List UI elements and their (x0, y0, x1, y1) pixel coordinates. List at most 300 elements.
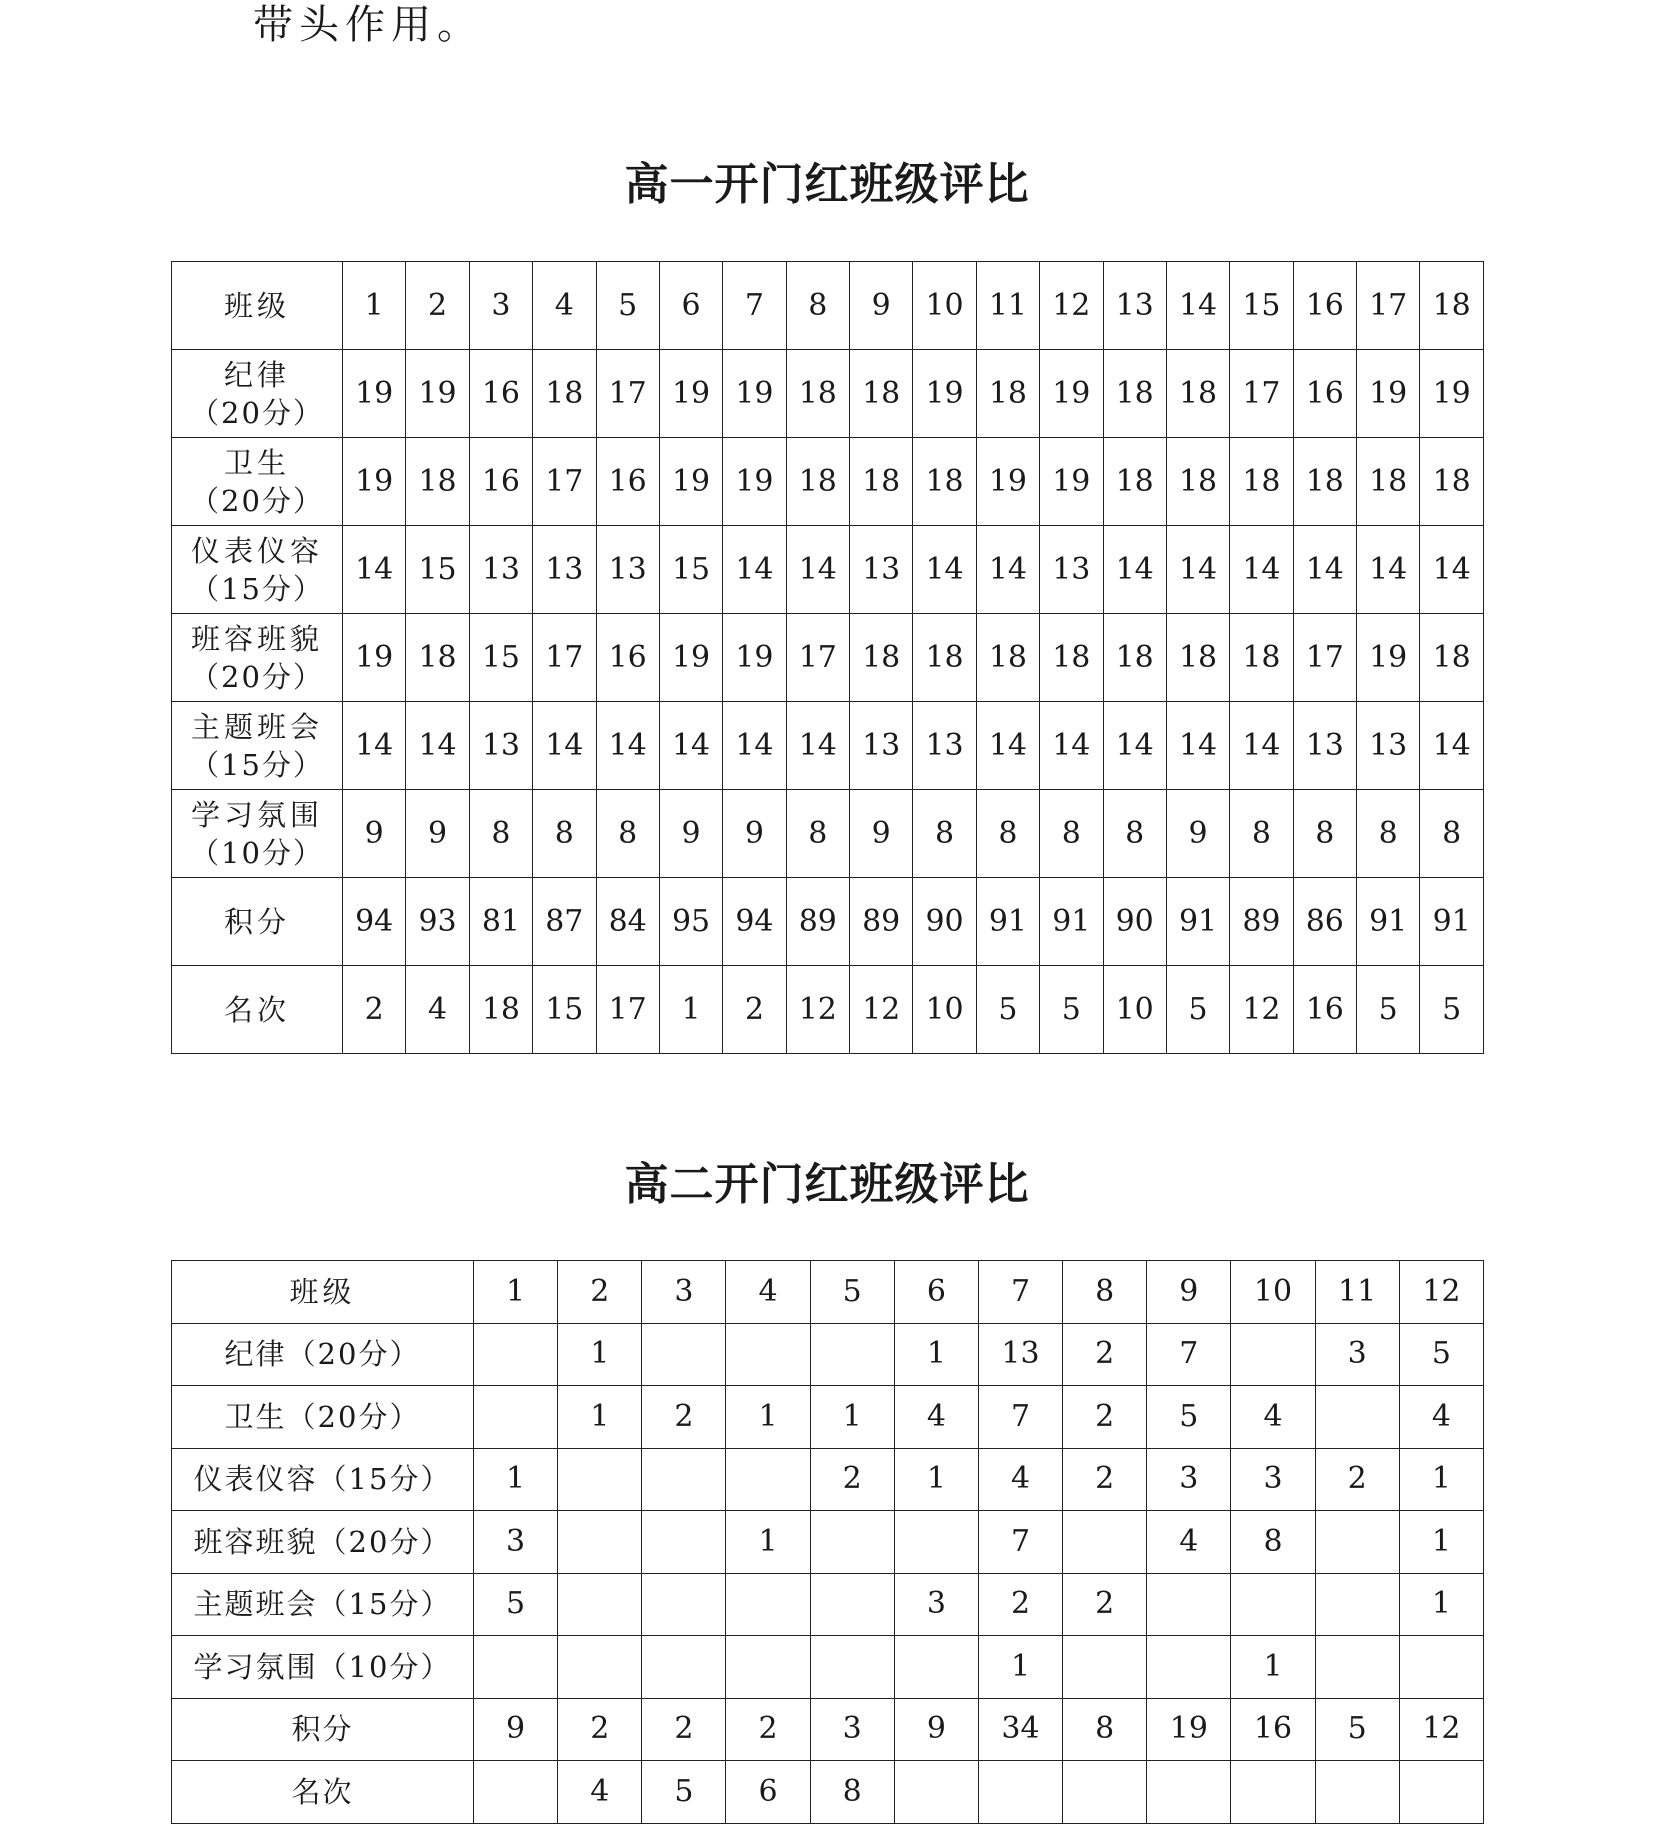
class-number: 3 (469, 262, 532, 350)
score-cell: 14 (406, 702, 469, 790)
score-cell: 19 (976, 438, 1039, 526)
row-label (172, 790, 343, 878)
score-cell: 5 (642, 1761, 726, 1824)
score-cell: 9 (343, 790, 406, 878)
score-cell: 18 (976, 350, 1039, 438)
score-cell: 18 (1230, 614, 1293, 702)
row-label-max-score: （20分） (190, 395, 324, 430)
class-number: 10 (1231, 1261, 1315, 1324)
score-cell (1231, 1573, 1315, 1636)
class-number: 15 (1230, 262, 1293, 350)
score-cell: 8 (1420, 790, 1484, 878)
header-label: 班级 (172, 262, 343, 350)
class-number: 7 (978, 1261, 1062, 1324)
score-cell: 18 (1166, 350, 1229, 438)
score-cell: 4 (1147, 1511, 1231, 1574)
score-cell: 18 (850, 350, 913, 438)
row-label-name: 仪表仪容 (190, 533, 323, 568)
class-number: 9 (850, 262, 913, 350)
row-label: 名次 (172, 1761, 474, 1824)
score-cell: 8 (1063, 1698, 1147, 1761)
score-cell: 2 (558, 1698, 642, 1761)
score-cell: 19 (659, 438, 722, 526)
table-row (172, 878, 1484, 966)
score-cell: 12 (850, 966, 913, 1054)
row-label: 主题班会（15分） (172, 1573, 474, 1636)
score-cell: 10 (913, 966, 976, 1054)
score-cell: 7 (1147, 1323, 1231, 1386)
class-number: 14 (1166, 262, 1229, 350)
score-cell: 19 (406, 350, 469, 438)
score-cell: 18 (786, 438, 849, 526)
score-cell: 3 (1147, 1448, 1231, 1511)
score-cell: 13 (1293, 702, 1356, 790)
class-number: 9 (1147, 1261, 1231, 1324)
score-cell: 9 (474, 1698, 558, 1761)
grade1-table (171, 261, 1484, 1054)
class-number: 3 (642, 1261, 726, 1324)
score-cell: 89 (786, 878, 849, 966)
score-cell (1315, 1511, 1399, 1574)
class-number: 16 (1293, 262, 1356, 350)
table-row (172, 1761, 1484, 1824)
score-cell (642, 1636, 726, 1699)
score-cell: 91 (976, 878, 1039, 966)
score-cell: 9 (850, 790, 913, 878)
score-cell (642, 1573, 726, 1636)
score-cell: 2 (723, 966, 786, 1054)
table-row (172, 1511, 1484, 1574)
score-cell: 19 (343, 438, 406, 526)
score-cell: 12 (1230, 966, 1293, 1054)
score-cell (810, 1323, 894, 1386)
score-cell: 19 (1040, 350, 1103, 438)
score-cell: 14 (786, 702, 849, 790)
score-cell: 2 (810, 1448, 894, 1511)
score-cell: 9 (406, 790, 469, 878)
score-cell (1147, 1761, 1231, 1824)
row-label (172, 350, 343, 438)
score-cell: 8 (469, 790, 532, 878)
row-label-max-score: （10分） (190, 835, 324, 870)
score-cell (558, 1573, 642, 1636)
score-cell (1315, 1386, 1399, 1449)
row-label: 积分 (172, 1698, 474, 1761)
score-cell: 9 (659, 790, 722, 878)
score-cell: 4 (406, 966, 469, 1054)
score-cell: 17 (786, 614, 849, 702)
score-cell (474, 1761, 558, 1824)
score-cell: 6 (726, 1761, 810, 1824)
score-cell (1231, 1323, 1315, 1386)
grade1-title: 高一开门红班级评比 (624, 159, 1030, 210)
score-cell: 14 (723, 702, 786, 790)
score-cell: 13 (978, 1323, 1062, 1386)
score-cell: 12 (1399, 1698, 1483, 1761)
score-cell: 19 (1420, 350, 1484, 438)
score-cell (1399, 1761, 1483, 1824)
score-cell: 15 (469, 614, 532, 702)
score-cell: 8 (1231, 1511, 1315, 1574)
class-number: 8 (1063, 1261, 1147, 1324)
row-label: 卫生（20分） (172, 1386, 474, 1449)
class-number: 5 (596, 262, 659, 350)
score-cell: 94 (723, 878, 786, 966)
score-cell: 13 (1357, 702, 1420, 790)
score-cell: 12 (786, 966, 849, 1054)
score-cell: 4 (894, 1386, 978, 1449)
score-cell: 19 (1147, 1698, 1231, 1761)
score-cell: 1 (1399, 1511, 1483, 1574)
table-row (172, 350, 1484, 438)
score-cell: 18 (913, 614, 976, 702)
score-cell (726, 1636, 810, 1699)
score-cell: 18 (1040, 614, 1103, 702)
score-cell (558, 1636, 642, 1699)
score-cell (1231, 1761, 1315, 1824)
score-cell: 16 (1293, 966, 1356, 1054)
score-cell: 2 (343, 966, 406, 1054)
score-cell: 18 (1103, 438, 1166, 526)
score-cell: 14 (976, 526, 1039, 614)
score-cell: 14 (343, 702, 406, 790)
row-label: 纪律（20分） (172, 1323, 474, 1386)
table-row (172, 1448, 1484, 1511)
score-cell: 17 (1230, 350, 1293, 438)
score-cell: 19 (343, 614, 406, 702)
score-cell: 89 (1230, 878, 1293, 966)
score-cell: 10 (1103, 966, 1166, 1054)
score-cell: 13 (850, 526, 913, 614)
score-cell: 1 (1231, 1636, 1315, 1699)
row-label (172, 966, 343, 1054)
table-row (172, 790, 1484, 878)
score-cell (726, 1323, 810, 1386)
score-cell: 2 (726, 1698, 810, 1761)
class-number: 2 (406, 262, 469, 350)
class-number: 1 (343, 262, 406, 350)
score-cell: 9 (894, 1698, 978, 1761)
score-cell: 14 (596, 702, 659, 790)
score-cell: 2 (1063, 1448, 1147, 1511)
grade2-table (171, 1260, 1484, 1824)
score-cell (642, 1323, 726, 1386)
table-row (172, 1636, 1484, 1699)
score-cell: 9 (1166, 790, 1229, 878)
score-cell: 16 (469, 350, 532, 438)
score-cell: 2 (1315, 1448, 1399, 1511)
score-cell: 1 (894, 1323, 978, 1386)
score-cell: 17 (533, 438, 596, 526)
score-cell (726, 1448, 810, 1511)
score-cell: 3 (894, 1573, 978, 1636)
class-number: 4 (726, 1261, 810, 1324)
class-number: 6 (894, 1261, 978, 1324)
score-cell: 1 (726, 1511, 810, 1574)
score-cell: 13 (913, 702, 976, 790)
table-row (172, 1698, 1484, 1761)
score-cell: 1 (978, 1636, 1062, 1699)
score-cell: 91 (1166, 878, 1229, 966)
score-cell: 19 (723, 350, 786, 438)
score-cell: 16 (469, 438, 532, 526)
score-cell: 1 (810, 1386, 894, 1449)
score-cell: 19 (659, 614, 722, 702)
row-label-name: 班容班貌 (190, 621, 323, 656)
score-cell: 13 (533, 526, 596, 614)
score-cell: 14 (723, 526, 786, 614)
score-cell: 1 (558, 1323, 642, 1386)
row-label-max-score: （20分） (190, 483, 324, 518)
score-cell: 19 (1357, 614, 1420, 702)
row-label-max-score: （15分） (190, 747, 324, 782)
score-cell (1147, 1573, 1231, 1636)
score-cell: 8 (1040, 790, 1103, 878)
class-number: 12 (1399, 1261, 1483, 1324)
score-cell (642, 1448, 726, 1511)
class-number: 4 (533, 262, 596, 350)
score-cell: 17 (1293, 614, 1356, 702)
score-cell: 8 (1357, 790, 1420, 878)
row-label (172, 702, 343, 790)
score-cell: 16 (1293, 350, 1356, 438)
score-cell: 7 (978, 1511, 1062, 1574)
intro-text: 带头作用。 (253, 2, 483, 48)
score-cell (1063, 1511, 1147, 1574)
score-cell: 7 (978, 1386, 1062, 1449)
score-cell: 13 (850, 702, 913, 790)
score-cell: 19 (1357, 350, 1420, 438)
score-cell (810, 1573, 894, 1636)
score-cell: 14 (913, 526, 976, 614)
row-label (172, 526, 343, 614)
score-cell: 19 (659, 350, 722, 438)
score-cell: 8 (786, 790, 849, 878)
score-cell: 5 (1166, 966, 1229, 1054)
score-cell: 15 (659, 526, 722, 614)
score-cell: 5 (1399, 1323, 1483, 1386)
score-cell: 13 (469, 702, 532, 790)
score-cell: 16 (1231, 1698, 1315, 1761)
class-number: 11 (1315, 1261, 1399, 1324)
score-cell (1147, 1636, 1231, 1699)
score-cell: 5 (1147, 1386, 1231, 1449)
score-cell: 15 (533, 966, 596, 1054)
score-cell: 94 (343, 878, 406, 966)
class-number: 12 (1040, 262, 1103, 350)
score-cell (894, 1511, 978, 1574)
score-cell: 14 (1103, 702, 1166, 790)
score-cell: 5 (976, 966, 1039, 1054)
row-label (172, 878, 343, 966)
row-label-max-score: （15分） (190, 571, 324, 606)
class-number: 2 (558, 1261, 642, 1324)
score-cell: 14 (1420, 526, 1484, 614)
score-cell: 19 (343, 350, 406, 438)
score-cell: 8 (533, 790, 596, 878)
score-cell (810, 1636, 894, 1699)
row-label-name: 积分 (223, 904, 290, 939)
row-label-name: 名次 (223, 992, 290, 1027)
score-cell (558, 1448, 642, 1511)
score-cell: 13 (1040, 526, 1103, 614)
score-cell (726, 1573, 810, 1636)
score-cell: 87 (533, 878, 596, 966)
score-cell (894, 1761, 978, 1824)
score-cell: 2 (642, 1386, 726, 1449)
score-cell: 13 (469, 526, 532, 614)
row-label-name: 卫生 (223, 445, 290, 480)
score-cell: 14 (1420, 702, 1484, 790)
score-cell: 1 (726, 1386, 810, 1449)
score-cell: 16 (596, 614, 659, 702)
score-cell: 14 (1166, 702, 1229, 790)
score-cell (474, 1323, 558, 1386)
score-cell: 8 (1293, 790, 1356, 878)
score-cell: 4 (1231, 1386, 1315, 1449)
score-cell: 2 (1063, 1573, 1147, 1636)
score-cell: 84 (596, 878, 659, 966)
score-cell: 3 (810, 1698, 894, 1761)
score-cell (1063, 1636, 1147, 1699)
score-cell: 17 (596, 966, 659, 1054)
table-row (172, 1573, 1484, 1636)
score-cell: 18 (1420, 438, 1484, 526)
score-cell: 18 (913, 438, 976, 526)
score-cell: 1 (659, 966, 722, 1054)
class-number: 6 (659, 262, 722, 350)
score-cell: 1 (894, 1448, 978, 1511)
row-label: 仪表仪容（15分） (172, 1448, 474, 1511)
score-cell: 19 (723, 614, 786, 702)
score-cell: 8 (596, 790, 659, 878)
score-cell: 18 (1166, 438, 1229, 526)
score-cell: 14 (1040, 702, 1103, 790)
score-cell: 5 (1420, 966, 1484, 1054)
score-cell: 1 (474, 1448, 558, 1511)
score-cell: 18 (533, 350, 596, 438)
score-cell: 18 (850, 614, 913, 702)
score-cell: 90 (1103, 878, 1166, 966)
score-cell: 18 (1230, 438, 1293, 526)
score-cell: 5 (1357, 966, 1420, 1054)
score-cell: 18 (850, 438, 913, 526)
class-number: 5 (810, 1261, 894, 1324)
score-cell: 95 (659, 878, 722, 966)
row-label (172, 614, 343, 702)
class-number: 7 (723, 262, 786, 350)
score-cell: 18 (1103, 614, 1166, 702)
score-cell (642, 1511, 726, 1574)
score-cell: 9 (723, 790, 786, 878)
score-cell (1399, 1636, 1483, 1699)
table-row (172, 702, 1484, 790)
score-cell: 86 (1293, 878, 1356, 966)
row-label-max-score: （20分） (190, 659, 324, 694)
score-cell: 8 (913, 790, 976, 878)
score-cell: 18 (406, 438, 469, 526)
score-cell: 15 (406, 526, 469, 614)
table-row (172, 1386, 1484, 1449)
score-cell: 14 (659, 702, 722, 790)
score-cell: 18 (1293, 438, 1356, 526)
score-cell: 3 (1315, 1323, 1399, 1386)
score-cell (810, 1511, 894, 1574)
header-row (172, 1261, 1484, 1324)
table-row (172, 438, 1484, 526)
row-label: 学习氛围（10分） (172, 1636, 474, 1699)
score-cell (978, 1761, 1062, 1824)
score-cell: 19 (1040, 438, 1103, 526)
score-cell (1315, 1761, 1399, 1824)
score-cell: 8 (1230, 790, 1293, 878)
score-cell: 14 (1230, 526, 1293, 614)
table-row (172, 966, 1484, 1054)
table-row (172, 526, 1484, 614)
row-label (172, 438, 343, 526)
score-cell: 13 (596, 526, 659, 614)
score-cell: 2 (1063, 1386, 1147, 1449)
score-cell: 8 (810, 1761, 894, 1824)
score-cell: 4 (558, 1761, 642, 1824)
score-cell: 1 (558, 1386, 642, 1449)
score-cell: 1 (1399, 1573, 1483, 1636)
grade2-title: 高二开门红班级评比 (624, 1159, 1030, 1210)
score-cell (1063, 1761, 1147, 1824)
class-number: 1 (474, 1261, 558, 1324)
score-cell: 90 (913, 878, 976, 966)
header-row (172, 262, 1484, 350)
score-cell: 18 (1166, 614, 1229, 702)
score-cell: 14 (1103, 526, 1166, 614)
score-cell: 91 (1420, 878, 1484, 966)
row-label-name: 学习氛围 (190, 797, 323, 832)
score-cell: 14 (976, 702, 1039, 790)
score-cell: 4 (1399, 1386, 1483, 1449)
score-cell: 18 (1420, 614, 1484, 702)
score-cell: 17 (596, 350, 659, 438)
score-cell: 14 (786, 526, 849, 614)
row-label: 班容班貌（20分） (172, 1511, 474, 1574)
score-cell: 8 (976, 790, 1039, 878)
table-row (172, 614, 1484, 702)
row-label-name: 主题班会 (190, 709, 323, 744)
score-cell: 17 (533, 614, 596, 702)
score-cell: 19 (723, 438, 786, 526)
class-number: 17 (1357, 262, 1420, 350)
row-label-name: 纪律 (223, 357, 290, 392)
header-label: 班级 (172, 1261, 474, 1324)
score-cell: 2 (1063, 1323, 1147, 1386)
score-cell (894, 1636, 978, 1699)
score-cell: 34 (978, 1698, 1062, 1761)
score-cell: 18 (406, 614, 469, 702)
score-cell: 14 (1293, 526, 1356, 614)
score-cell: 1 (1399, 1448, 1483, 1511)
score-cell: 19 (913, 350, 976, 438)
score-cell: 14 (533, 702, 596, 790)
score-cell: 14 (1230, 702, 1293, 790)
score-cell: 5 (1040, 966, 1103, 1054)
score-cell (1315, 1573, 1399, 1636)
score-cell (474, 1386, 558, 1449)
score-cell: 18 (976, 614, 1039, 702)
score-cell: 81 (469, 878, 532, 966)
score-cell: 5 (474, 1573, 558, 1636)
score-cell: 8 (1103, 790, 1166, 878)
table-row (172, 1323, 1484, 1386)
score-cell: 4 (978, 1448, 1062, 1511)
